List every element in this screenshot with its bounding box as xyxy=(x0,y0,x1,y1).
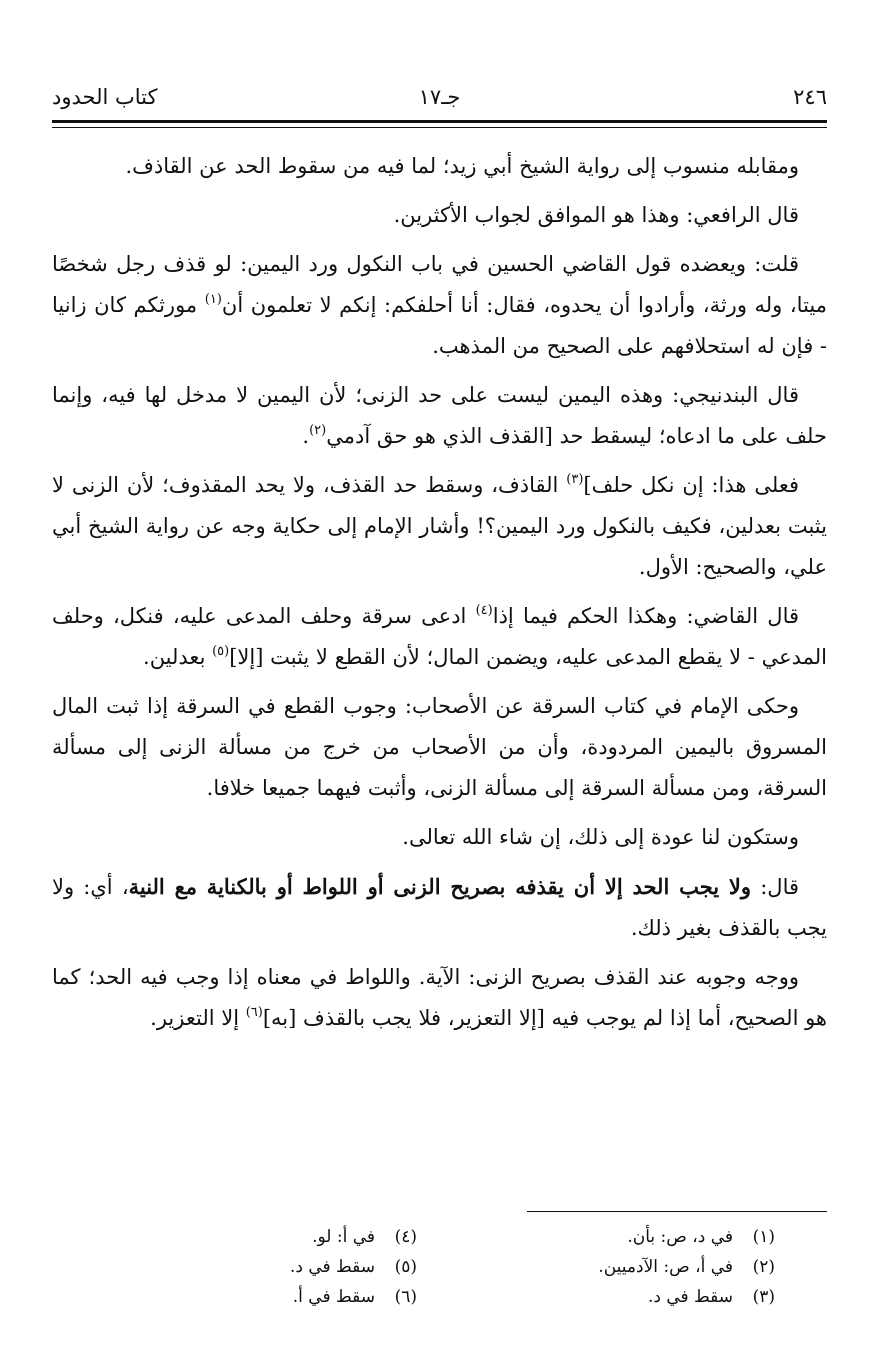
footnote-number: (١) xyxy=(752,1227,775,1247)
footnote-item xyxy=(445,1252,775,1282)
paragraph xyxy=(52,866,827,949)
volume-label: جـ١٧ xyxy=(418,85,461,109)
book-title: كتاب الحدود xyxy=(52,85,158,109)
text-run: بعدلين. xyxy=(143,645,213,669)
paragraph xyxy=(52,244,827,367)
footnote-text: في أ: لو. xyxy=(312,1227,375,1247)
paragraph xyxy=(52,146,827,187)
footnote-marker: (٥) xyxy=(212,644,230,659)
paragraph xyxy=(52,195,827,236)
footnote-marker: (٤) xyxy=(475,603,493,618)
text-run: وستكون لنا عودة إلى ذلك، إن شاء الله تعالى. xyxy=(402,825,799,849)
footnote-number: (٦) xyxy=(394,1287,417,1307)
paragraph xyxy=(52,465,827,588)
text-run: ووجه وجوبه عند القذف بصريح الزنى: الآية. واللواط في معناه إذا وجب فيه الحد؛ كما هو الصحيح، أما إذا لم يوجب فيه [إلا التعزير، فلا يجب بالقذف [به] xyxy=(52,965,827,1030)
paragraph xyxy=(52,817,827,858)
text-run: ، أي: ولا يجب بالقذف بغير ذلك. xyxy=(52,875,827,940)
paragraph xyxy=(52,375,827,457)
text-run: ادعى سرقة وحلف المدعى عليه، فنكل، وحلف المدعي - لا يقطع المدعى عليه، ويضمن المال؛ لأن القطع لا يثبت [إلا] xyxy=(52,604,827,669)
footnote-item xyxy=(87,1252,417,1282)
text-run: قال: xyxy=(751,875,800,899)
paragraph xyxy=(52,686,827,809)
footnote-separator xyxy=(527,1211,827,1212)
footnote-text: في أ، ص: الآدميين. xyxy=(598,1257,733,1277)
footnotes-column-right xyxy=(445,1222,775,1312)
footnote-number: (٤) xyxy=(394,1227,417,1247)
text-run: . xyxy=(302,424,310,448)
footnote-item xyxy=(445,1222,775,1252)
footnote-marker: (٣) xyxy=(566,472,584,487)
header-rule-thin xyxy=(52,127,827,128)
footnote-item xyxy=(87,1222,417,1252)
paragraph xyxy=(52,957,827,1039)
footnotes-column-left xyxy=(87,1222,417,1312)
footnote-text: سقط في د. xyxy=(289,1257,375,1277)
footnote-text: في د، ص: بأن. xyxy=(627,1227,733,1247)
footnote-text: سقط في د. xyxy=(647,1287,733,1307)
footnote-marker: (٦) xyxy=(245,1005,263,1020)
footnote-number: (٥) xyxy=(394,1257,417,1277)
footnote-text: سقط في أ. xyxy=(292,1287,375,1307)
text-run: قال البندنيجي: وهذه اليمين ليست على حد الزنى؛ لأن اليمين لا مدخل لها فيه، وإنما حلف على ما ادعاه؛ ليسقط حد [القذف الذي هو حق آدمي xyxy=(52,383,827,448)
text-run: إلا التعزير. xyxy=(150,1006,246,1030)
header-rule-thick xyxy=(52,120,827,123)
text-run: ومقابله منسوب إلى رواية الشيخ أبي زيد؛ لما فيه من سقوط الحد عن القاذف. xyxy=(125,154,799,178)
footnote-number: (٣) xyxy=(752,1287,775,1307)
text-run: مورثكم كان زانيا - فإن له استحلافهم على الصحيح من المذهب. xyxy=(52,293,827,358)
bold-text: ولا يجب الحد إلا أن يقذفه بصريح الزنى أو اللواط أو بالكناية مع النية xyxy=(128,874,752,899)
main-text xyxy=(52,146,827,1047)
footnote-marker: (٢) xyxy=(309,423,327,438)
text-run: فعلى هذا: إن نكل حلف] xyxy=(583,473,799,497)
footnote-item xyxy=(87,1282,417,1312)
text-run: القاذف، وسقط حد القذف، ولا يحد المقذوف؛ لأن الزنى لا يثبت بعدلين، فكيف بالنكول ورد اليمين؟! وأشار الإمام إلى حكاية وجه عن رواية الشيخ أبي علي، والصحيح: الأول. xyxy=(52,473,827,579)
footnote-number: (٢) xyxy=(752,1257,775,1277)
text-run: قلت: ويعضده قول القاضي الحسين في باب النكول ورد اليمين: لو قذف رجل شخصًا ميتا، وله ورثة، وأرادوا أن يحدوه، فقال: أنا أحلفكم: إنكم لا تعلمون أن xyxy=(52,252,827,317)
footnote-marker: (١) xyxy=(204,292,222,307)
footnote-item xyxy=(445,1282,775,1312)
paragraph xyxy=(52,596,827,678)
running-header xyxy=(52,82,827,112)
text-run: قال القاضي: وهكذا الحكم فيما إذا xyxy=(492,604,800,628)
page-number: ٢٤٦ xyxy=(793,85,827,109)
text-run: قال الرافعي: وهذا هو الموافق لجواب الأكثرين. xyxy=(393,203,799,227)
text-run: وحكى الإمام في كتاب السرقة عن الأصحاب: وجوب القطع في السرقة إذا ثبت المال المسروق باليمين المردودة، وأن من الأصحاب من خرج من مسألة الزنى إلى مسألة السرقة، ومن مسألة السرقة إلى مسألة الزنى، وأثبت فيهما جميعا خلافا. xyxy=(52,694,827,800)
